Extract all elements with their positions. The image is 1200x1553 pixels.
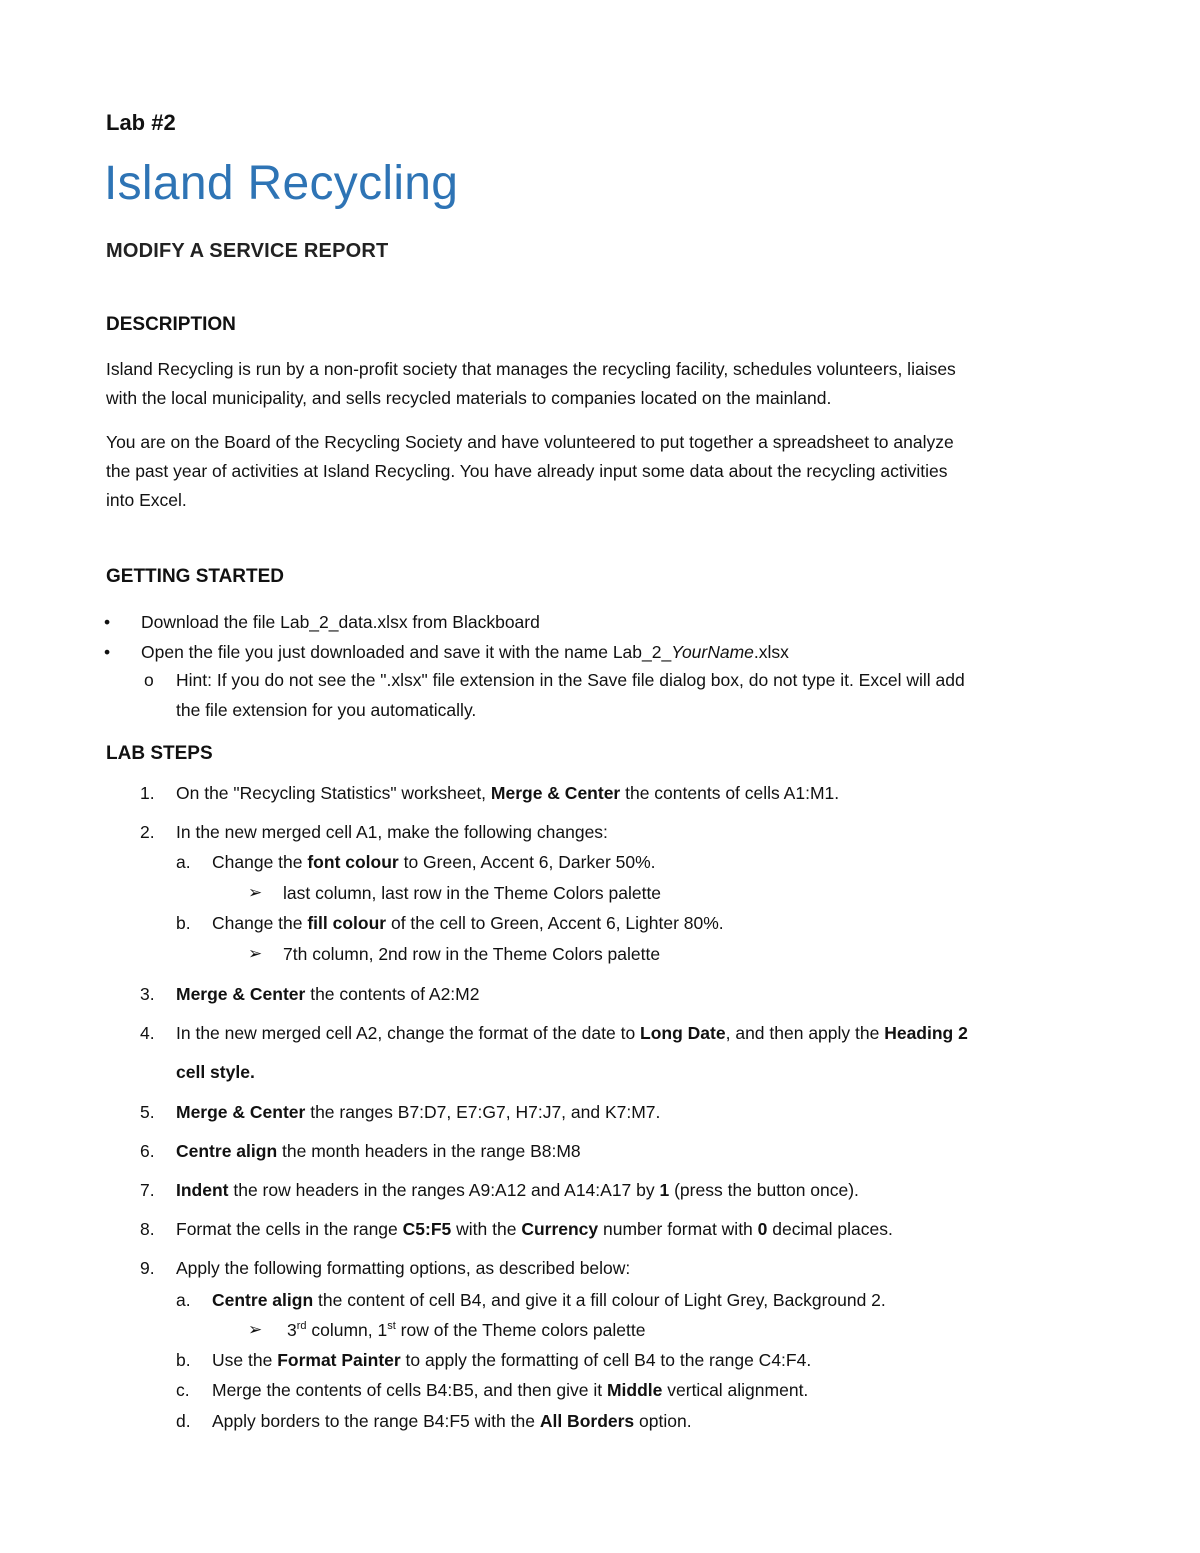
page-subtitle: MODIFY A SERVICE REPORT [106, 240, 389, 262]
list-item: Open the file you just downloaded and save it with the name Lab_2_YourName.xlsx [141, 642, 789, 662]
step-number: 2. [140, 822, 155, 842]
step-3: Merge & Center the contents of A2:M2 [176, 984, 480, 1004]
getting-started-heading: GETTING STARTED [106, 566, 285, 587]
bullet-marker: • [104, 612, 111, 632]
step-2a: Change the font colour to Green, Accent 6, Darker 50%. [212, 852, 656, 872]
description-paragraph-1 [106, 355, 1096, 413]
step-number: 6. [140, 1141, 155, 1161]
sub-step-letter: c. [176, 1380, 190, 1400]
arrow-bullet-icon: ➢ [248, 883, 263, 902]
hint-line: the file extension for you automatically. [176, 700, 477, 720]
text-line: into Excel. [106, 490, 187, 510]
step-4: In the new merged cell A2, change the format of the date to Long Date, and then apply the Heading 2 [176, 1023, 968, 1043]
text-line: Island Recycling is run by a non-profit society that manages the recycling facility, schedules volunteers, liaises [106, 359, 956, 379]
sub-step-letter: b. [176, 913, 191, 933]
step-2b: Change the fill colour of the cell to Green, Accent 6, Lighter 80%. [212, 913, 724, 933]
step-6: Centre align the month headers in the range B8:M8 [176, 1141, 581, 1161]
step-2b-note: 7th column, 2nd row in the Theme Colors palette [283, 944, 661, 964]
list-item: Download the file Lab_2_data.xlsx from Blackboard [141, 612, 540, 632]
lab-number: Lab #2 [106, 110, 176, 135]
hint-line: Hint: If you do not see the ".xlsx" file extension in the Save file dialog box, do not type it. Excel will add [176, 670, 965, 690]
step-8: Format the cells in the range C5:F5 with the Currency number format with 0 decimal places. [176, 1219, 893, 1239]
sub-step-letter: a. [176, 1290, 191, 1310]
text-line: the past year of activities at Island Recycling. You have already input some data about the recycling activities [106, 461, 948, 481]
step-5: Merge & Center the ranges B7:D7, E7:G7, H7:J7, and K7:M7. [176, 1102, 661, 1122]
step-9c: Merge the contents of cells B4:B5, and then give it Middle vertical alignment. [212, 1380, 809, 1400]
sub-step-letter: a. [176, 852, 191, 872]
step-7: Indent the row headers in the ranges A9:A12 and A14:A17 by 1 (press the button once). [176, 1180, 859, 1200]
step-9: Apply the following formatting options, as described below: [176, 1258, 631, 1278]
text-line: with the local municipality, and sells recycled materials to companies located on the mainland. [106, 388, 832, 408]
bullet-marker: • [104, 642, 111, 662]
text-line: You are on the Board of the Recycling Society and have volunteered to put together a spreadsheet to analyze [106, 432, 954, 452]
step-9a-note: 3rd column, 1st row of the Theme colors palette [287, 1320, 646, 1340]
step-4-continued: cell style. [176, 1062, 255, 1082]
sub-step-letter: d. [176, 1411, 191, 1431]
step-2: In the new merged cell A1, make the following changes: [176, 822, 608, 842]
step-9b: Use the Format Painter to apply the formatting of cell B4 to the range C4:F4. [212, 1350, 812, 1370]
step-number: 9. [140, 1258, 155, 1278]
step-number: 4. [140, 1023, 155, 1043]
step-9d: Apply borders to the range B4:F5 with the All Borders option. [212, 1411, 692, 1431]
arrow-bullet-icon: ➢ [248, 944, 263, 963]
sub-bullet-marker: o [144, 670, 154, 690]
description-paragraph-2 [106, 428, 1096, 515]
step-9a: Centre align the content of cell B4, and give it a fill colour of Light Grey, Background 2. [212, 1290, 886, 1310]
step-number: 3. [140, 984, 155, 1004]
sub-step-letter: b. [176, 1350, 191, 1370]
step-1: On the "Recycling Statistics" worksheet, Merge & Center the contents of cells A1:M1. [176, 783, 840, 803]
page-title: Island Recycling [104, 157, 459, 210]
step-number: 7. [140, 1180, 155, 1200]
lab-steps-heading: LAB STEPS [106, 743, 213, 764]
step-number: 5. [140, 1102, 155, 1122]
step-number: 1. [140, 783, 155, 803]
arrow-bullet-icon: ➢ [248, 1320, 263, 1339]
description-heading: DESCRIPTION [106, 314, 236, 335]
step-number: 8. [140, 1219, 155, 1239]
step-2a-note: last column, last row in the Theme Colors palette [283, 883, 662, 903]
